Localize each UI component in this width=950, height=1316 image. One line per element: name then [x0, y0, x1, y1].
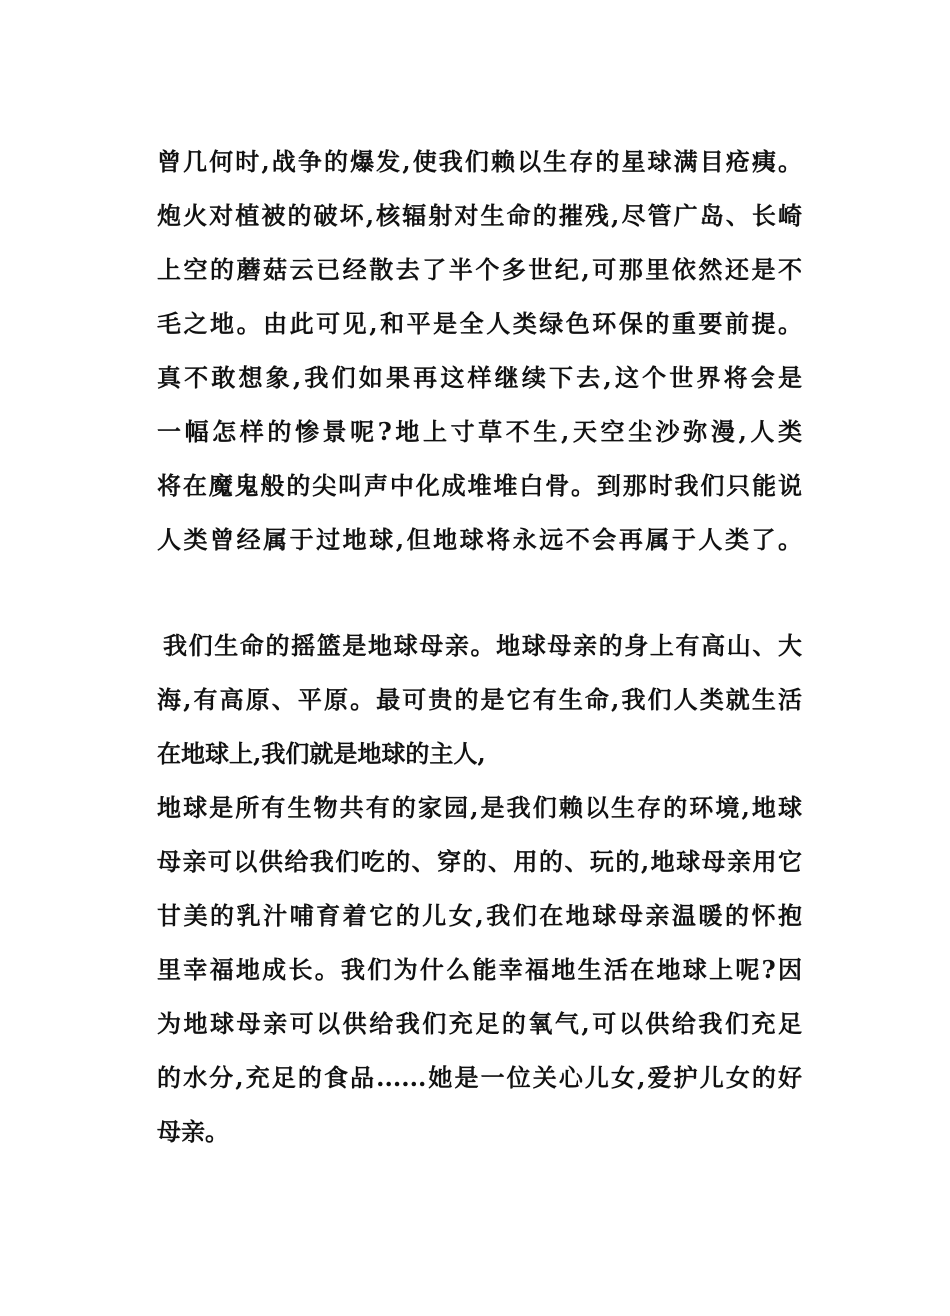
text-line: 甘美的乳汁哺育着它的儿女,我们在地球母亲温暖的怀抱 [157, 901, 802, 930]
text-line: 曾几何时,战争的爆发,使我们赖以生存的星球满目疮痍。 [157, 147, 802, 176]
text-line: 真不敢想象,我们如果再这样继续下去,这个世界将会是 [157, 363, 802, 392]
text-line: 母亲可以供给我们吃的、穿的、用的、玩的,地球母亲用它 [157, 847, 802, 876]
text-line: 母亲。 [157, 1117, 229, 1146]
text-line: 上空的蘑菇云已经散去了半个多世纪,可那里依然还是不 [157, 255, 802, 284]
text-line: 地球是所有生物共有的家园,是我们赖以生存的环境,地球 [157, 793, 802, 822]
text-line: 毛之地。由此可见,和平是全人类绿色环保的重要前提。 [157, 309, 802, 338]
text-line: 我们生命的摇篮是地球母亲。地球母亲的身上有高山、大 [163, 631, 802, 660]
text-line: 在地球上,我们就是地球的主人, [157, 739, 486, 768]
text-line: 海,有高原、平原。最可贵的是它有生命,我们人类就生活 [157, 685, 802, 714]
text-line: 的水分,充足的食品......她是一位关心儿女,爱护儿女的好 [157, 1063, 802, 1092]
text-line: 里幸福地成长。我们为什么能幸福地生活在地球上呢?因 [157, 955, 802, 984]
text-line: 一幅怎样的惨景呢?地上寸草不生,天空尘沙弥漫,人类 [157, 417, 802, 446]
text-line: 炮火对植被的破坏,核辐射对生命的摧残,尽管广岛、长崎 [157, 201, 802, 230]
text-line: 将在魔鬼般的尖叫声中化成堆堆白骨。到那时我们只能说 [157, 471, 802, 500]
text-line: 人类曾经属于过地球,但地球将永远不会再属于人类了。 [157, 525, 802, 554]
text-line: 为地球母亲可以供给我们充足的氧气,可以供给我们充足 [157, 1009, 802, 1038]
